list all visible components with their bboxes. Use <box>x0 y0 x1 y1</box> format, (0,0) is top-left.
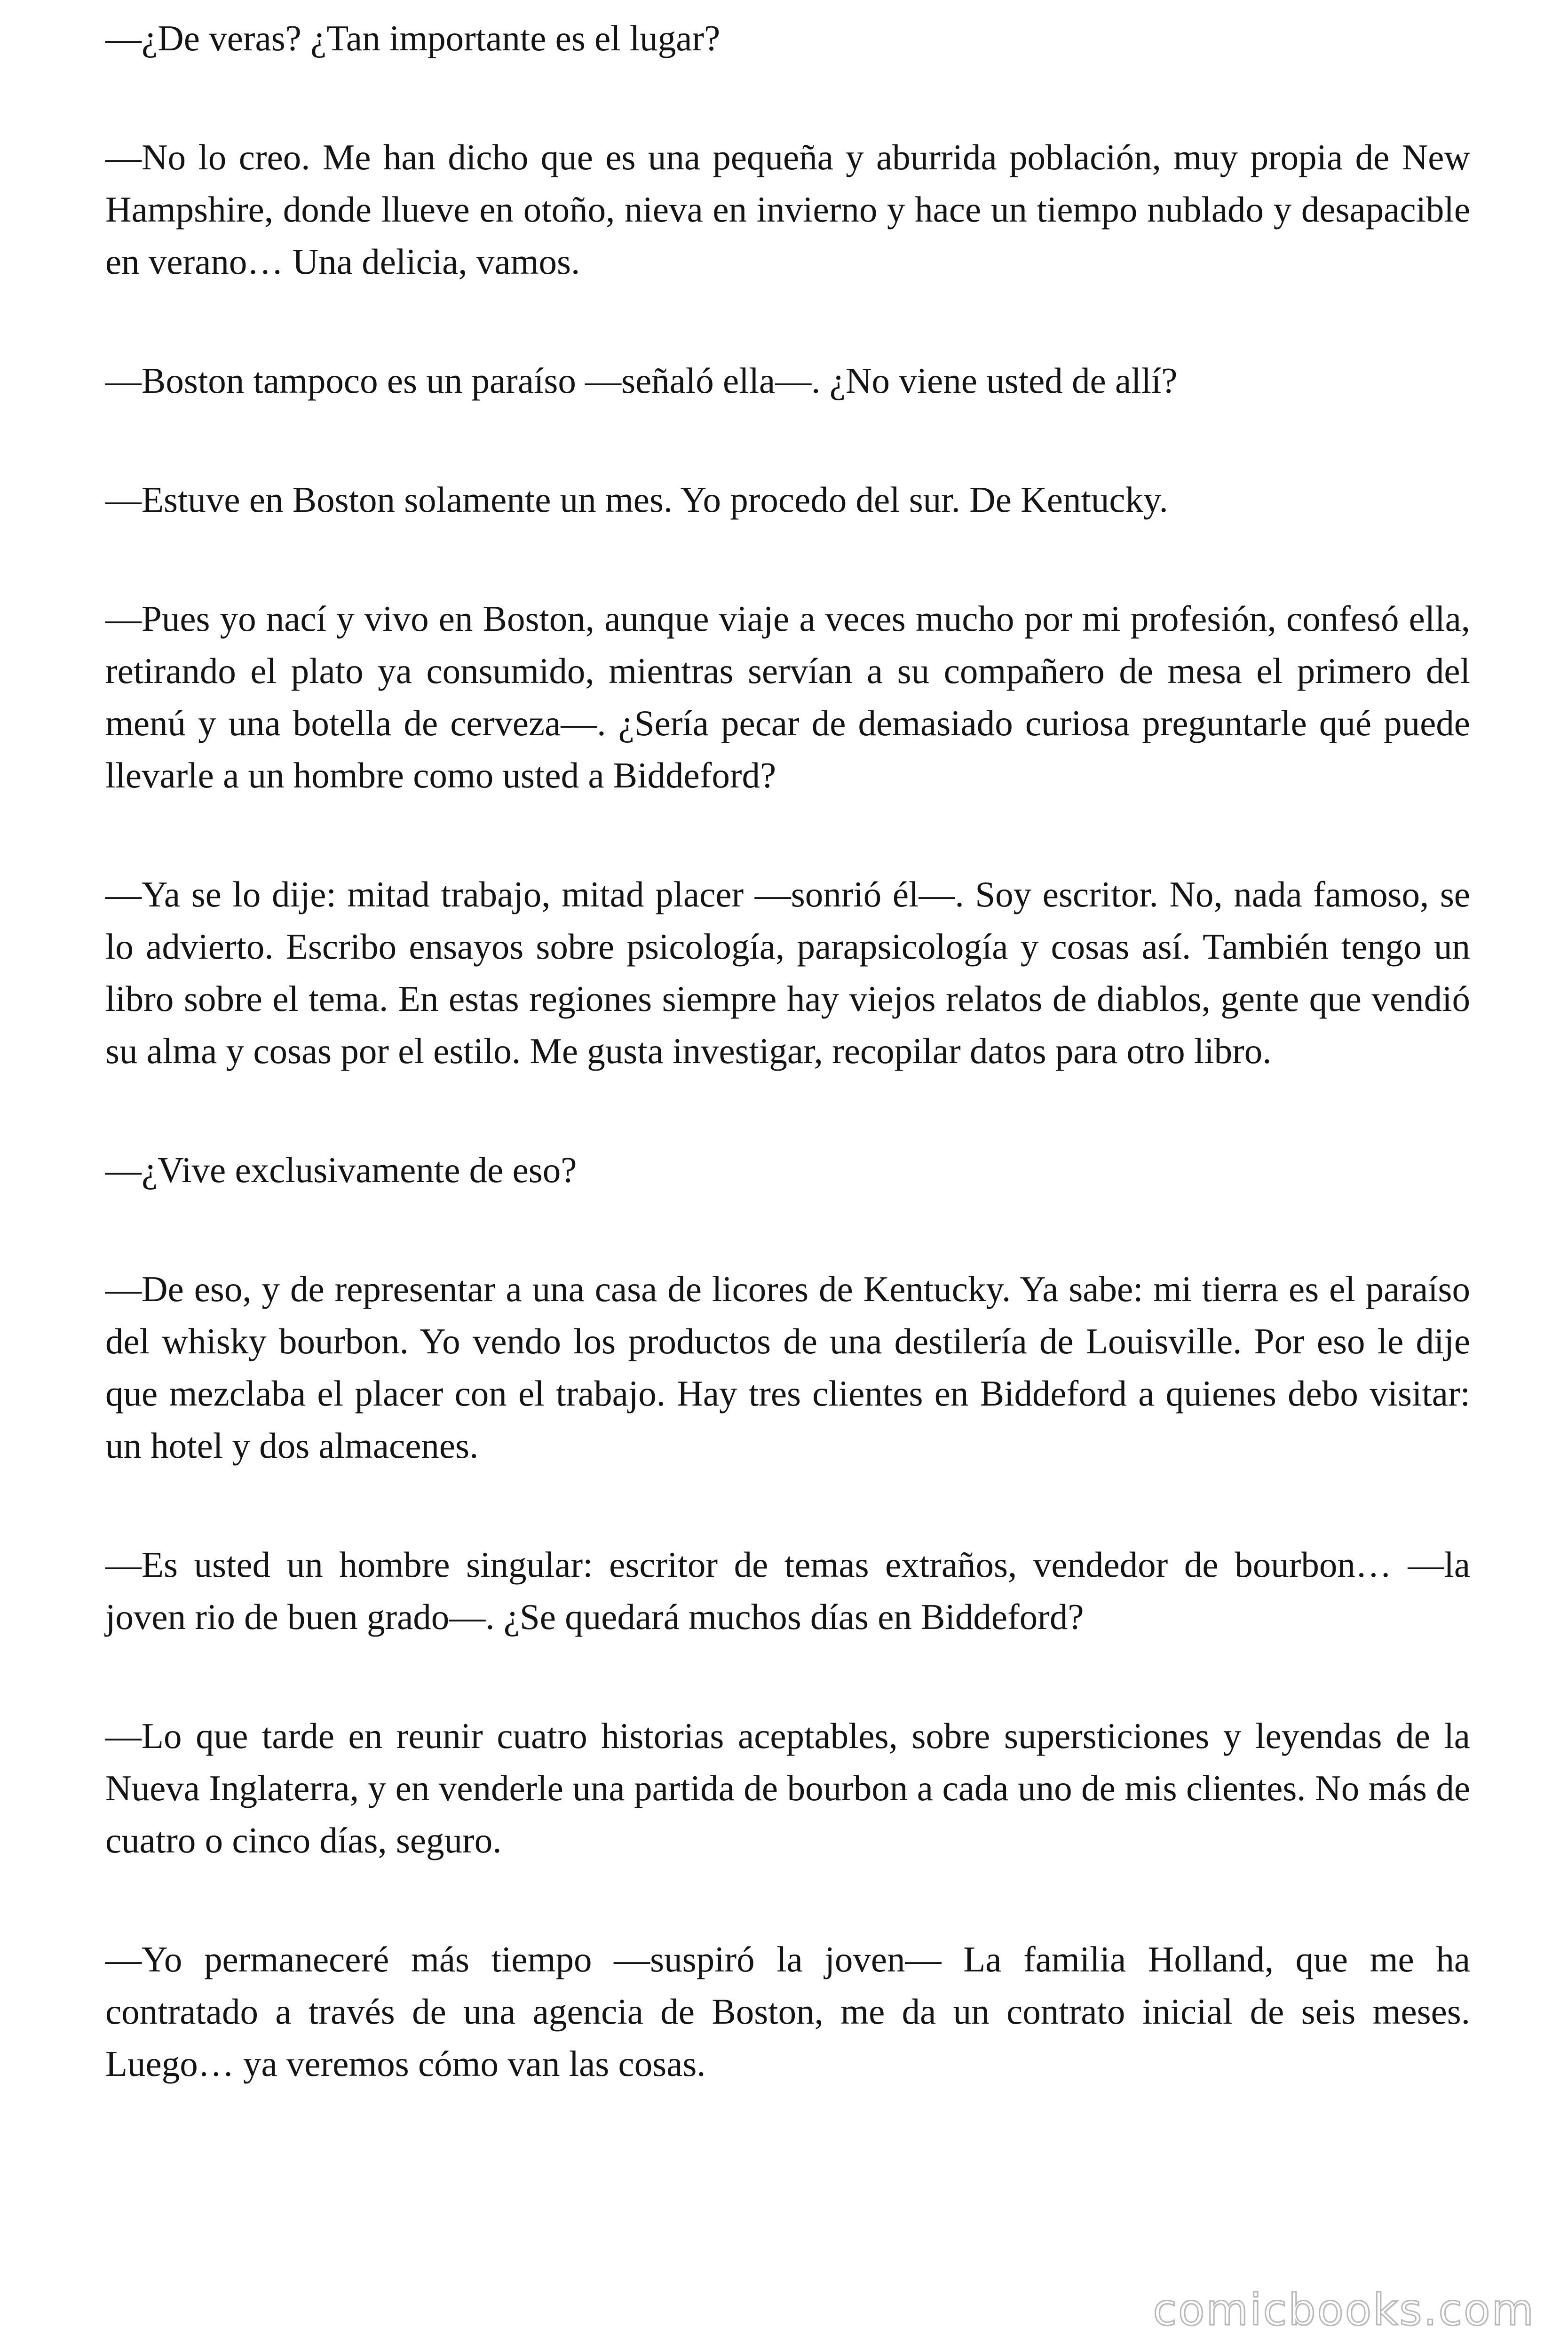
paragraph-3: —Boston tampoco es un paraíso —señaló ella—. ¿No viene usted de allí? <box>105 360 1178 401</box>
paragraph-8: —De eso, y de representar a una casa de licores de Kentucky. Ya sabe: mi tierra es el paraíso del whisky bourbon. Yo vendo los productos de una destilería de Louisville. Por eso le dije que mezclaba el placer con el trabajo. Hay tres clientes en Biddeford a quienes debo visitar: un hotel y dos almacenes. <box>105 1269 1470 1466</box>
paragraph-7: —¿Vive exclusivamente de eso? <box>105 1150 577 1190</box>
watermark: comicbooks.com <box>1153 2285 1535 2335</box>
paragraph-4: —Estuve en Boston solamente un mes. Yo procedo del sur. De Kentucky. <box>105 479 1168 520</box>
paragraph-10: —Lo que tarde en reunir cuatro historias aceptables, sobre supersticiones y leyendas de la Nueva Inglaterra, y en venderle una partida de bourbon a cada uno de mis clientes. No más de cuatro o cinco días, seguro. <box>105 1716 1470 1860</box>
paragraph-5: —Pues yo nací y vivo en Boston, aunque viaje a veces mucho por mi profesión, confesó ella, retirando el plato ya consumido, mientras servían a su compañero de mesa el primero del menú y una botella de cerveza—. ¿Sería pecar de demasiado curiosa preguntarle qué puede llevarle a un hombre como usted a Biddeford? <box>105 598 1470 795</box>
paragraph-9: —Es usted un hombre singular: escritor de temas extraños, vendedor de bourbon… —la joven rio de buen grado—. ¿Se quedará muchos días en Biddeford? <box>105 1544 1470 1637</box>
paragraph-11: —Yo permaneceré más tiempo —suspiró la joven— La familia Holland, que me ha contratado a través de una agencia de Boston, me da un contrato inicial de seis meses. Luego… ya veremos cómo van las cosas. <box>105 1939 1470 2084</box>
paragraph-6: —Ya se lo dije: mitad trabajo, mitad placer —sonrió él—. Soy escritor. No, nada famoso, se lo advierto. Escribo ensayos sobre psicología, parapsicología y cosas así. También tengo un libro sobre el tema. En estas regiones siempre hay viejos relatos de diablos, gente que vendió su alma y cosas por el estilo. Me gusta investigar, recopilar datos para otro libro. <box>105 874 1470 1071</box>
paragraph-1: —¿De veras? ¿Tan importante es el lugar? <box>105 18 721 58</box>
paragraph-2: —No lo creo. Me han dicho que es una pequeña y aburrida población, muy propia de New Hampshire, donde llueve en otoño, nieva en invierno y hace un tiempo nublado y desapacible en verano… Una delicia, vamos. <box>105 137 1470 282</box>
